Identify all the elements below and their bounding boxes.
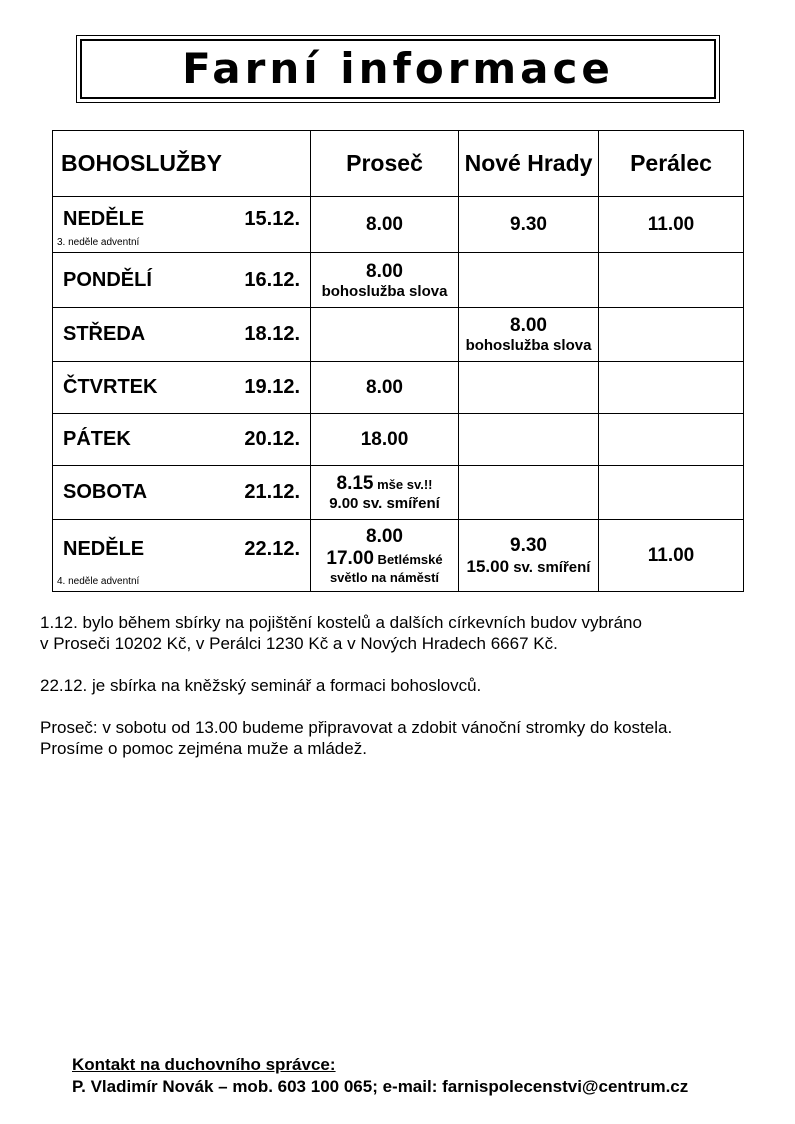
- peralec-cell: [599, 253, 744, 308]
- nove-hrady-cell: [459, 362, 599, 414]
- service-time: 8.15: [336, 473, 374, 494]
- table-row: [53, 414, 744, 466]
- announcement-line: 22.12. je sbírka na kněžský seminář a formaci bohoslovců.: [40, 676, 482, 695]
- prosec-cell: [311, 253, 459, 308]
- announcement-line: Proseč: v sobotu od 13.00 budeme připravovat a zdobit vánoční stromky do kostela.: [40, 718, 673, 737]
- day-note: 3. neděle adventní: [57, 237, 140, 248]
- day-cell: [53, 197, 311, 253]
- prosec-cell: [311, 466, 459, 520]
- nove-hrady-cell: [459, 466, 599, 520]
- table-row: [53, 466, 744, 520]
- contact-line: P. Vladimír Novák – mob. 603 100 065; e-mail: farnispolecenstvi@centrum.cz: [72, 1077, 689, 1096]
- nove-hrady-cell: 9.30: [459, 197, 599, 253]
- day-cell: [53, 308, 311, 362]
- table-row: [53, 362, 744, 414]
- table-row: [53, 253, 744, 308]
- service-note: 9.00 sv. smíření: [329, 495, 440, 512]
- service-note: bohoslužba slova: [465, 337, 592, 354]
- peralec-cell: [599, 414, 744, 466]
- header-services: BOHOSLUŽBY: [53, 131, 311, 197]
- service-note: bohoslužba slova: [321, 282, 448, 300]
- nove-hrady-cell: [459, 414, 599, 466]
- announcement-line: 1.12. bylo během sbírky na pojištění kostelů a dalších církevních budov vybráno: [40, 613, 642, 632]
- day-cell: [53, 520, 311, 592]
- nove-hrady-cell: [459, 308, 599, 362]
- day-cell: [53, 466, 311, 520]
- day-name: ČTVRTEK: [63, 376, 158, 398]
- day-cell: [53, 362, 311, 414]
- service-note: mše sv.!!: [373, 477, 433, 492]
- contact-block: [72, 1054, 772, 1098]
- nove-hrady-cell: [459, 253, 599, 308]
- peralec-cell: [599, 466, 744, 520]
- table-row: [53, 308, 744, 362]
- day-note: 4. neděle adventní: [57, 576, 140, 587]
- day-cell: [53, 414, 311, 466]
- service-time: 8.00: [366, 260, 403, 282]
- service-time: 8.00: [510, 315, 547, 336]
- service-time: 17.00: [326, 548, 374, 569]
- peralec-cell: [599, 308, 744, 362]
- day-name: NEDĚLE: [63, 208, 145, 230]
- day-date: 16.12.: [244, 268, 300, 291]
- day-date: 21.12.: [244, 481, 300, 503]
- peralec-cell: 11.00: [599, 197, 744, 253]
- schedule-table: [52, 130, 744, 592]
- day-name: SOBOTA: [63, 481, 148, 503]
- peralec-cell: [599, 362, 744, 414]
- header-nove-hrady: Nové Hrady: [459, 131, 599, 197]
- title-frame: [80, 39, 716, 99]
- prosec-cell: [311, 308, 459, 362]
- day-date: 22.12.: [244, 538, 300, 560]
- prosec-cell: 8.00: [311, 197, 459, 253]
- nove-hrady-cell: [459, 520, 599, 592]
- service-note: Betlémské: [373, 552, 443, 567]
- announcement-collection: [40, 612, 760, 654]
- day-date: 15.12.: [244, 208, 300, 230]
- day-name: PÁTEK: [63, 428, 131, 450]
- announcement-line: v Proseči 10202 Kč, v Perálci 1230 Kč a v Nových Hradech 6667 Kč.: [40, 634, 558, 653]
- service-note: sv. smíření: [509, 558, 591, 576]
- announcement-trees: [40, 717, 760, 759]
- prosec-cell: 8.00: [311, 362, 459, 414]
- announcement-seminary: [40, 675, 760, 696]
- day-date: 20.12.: [244, 428, 300, 450]
- day-cell: [53, 253, 311, 308]
- peralec-cell: 11.00: [599, 520, 744, 592]
- announcements: [40, 612, 760, 780]
- prosec-cell: [311, 520, 459, 592]
- title-box: [76, 35, 720, 103]
- day-name: STŘEDA: [63, 323, 146, 345]
- prosec-cell: 18.00: [311, 414, 459, 466]
- day-name: NEDĚLE: [63, 538, 145, 560]
- announcement-line: Prosíme o pomoc zejména muže a mládež.: [40, 739, 367, 758]
- service-time: 8.00: [366, 526, 403, 547]
- day-name: PONDĚLÍ: [63, 268, 152, 291]
- table-header-row: [53, 131, 744, 197]
- table-row: [53, 520, 744, 592]
- service-time: 9.30: [510, 534, 547, 556]
- service-note: světlo na náměstí: [329, 570, 440, 585]
- day-date: 19.12.: [244, 376, 300, 398]
- header-prosec: Proseč: [311, 131, 459, 197]
- service-time: 15.00: [466, 556, 510, 576]
- contact-label: Kontakt na duchovního správce:: [72, 1055, 336, 1074]
- page-title: Farní informace: [182, 44, 614, 93]
- day-date: 18.12.: [244, 323, 300, 345]
- header-peralec: Perálec: [599, 131, 744, 197]
- table-row: [53, 197, 744, 253]
